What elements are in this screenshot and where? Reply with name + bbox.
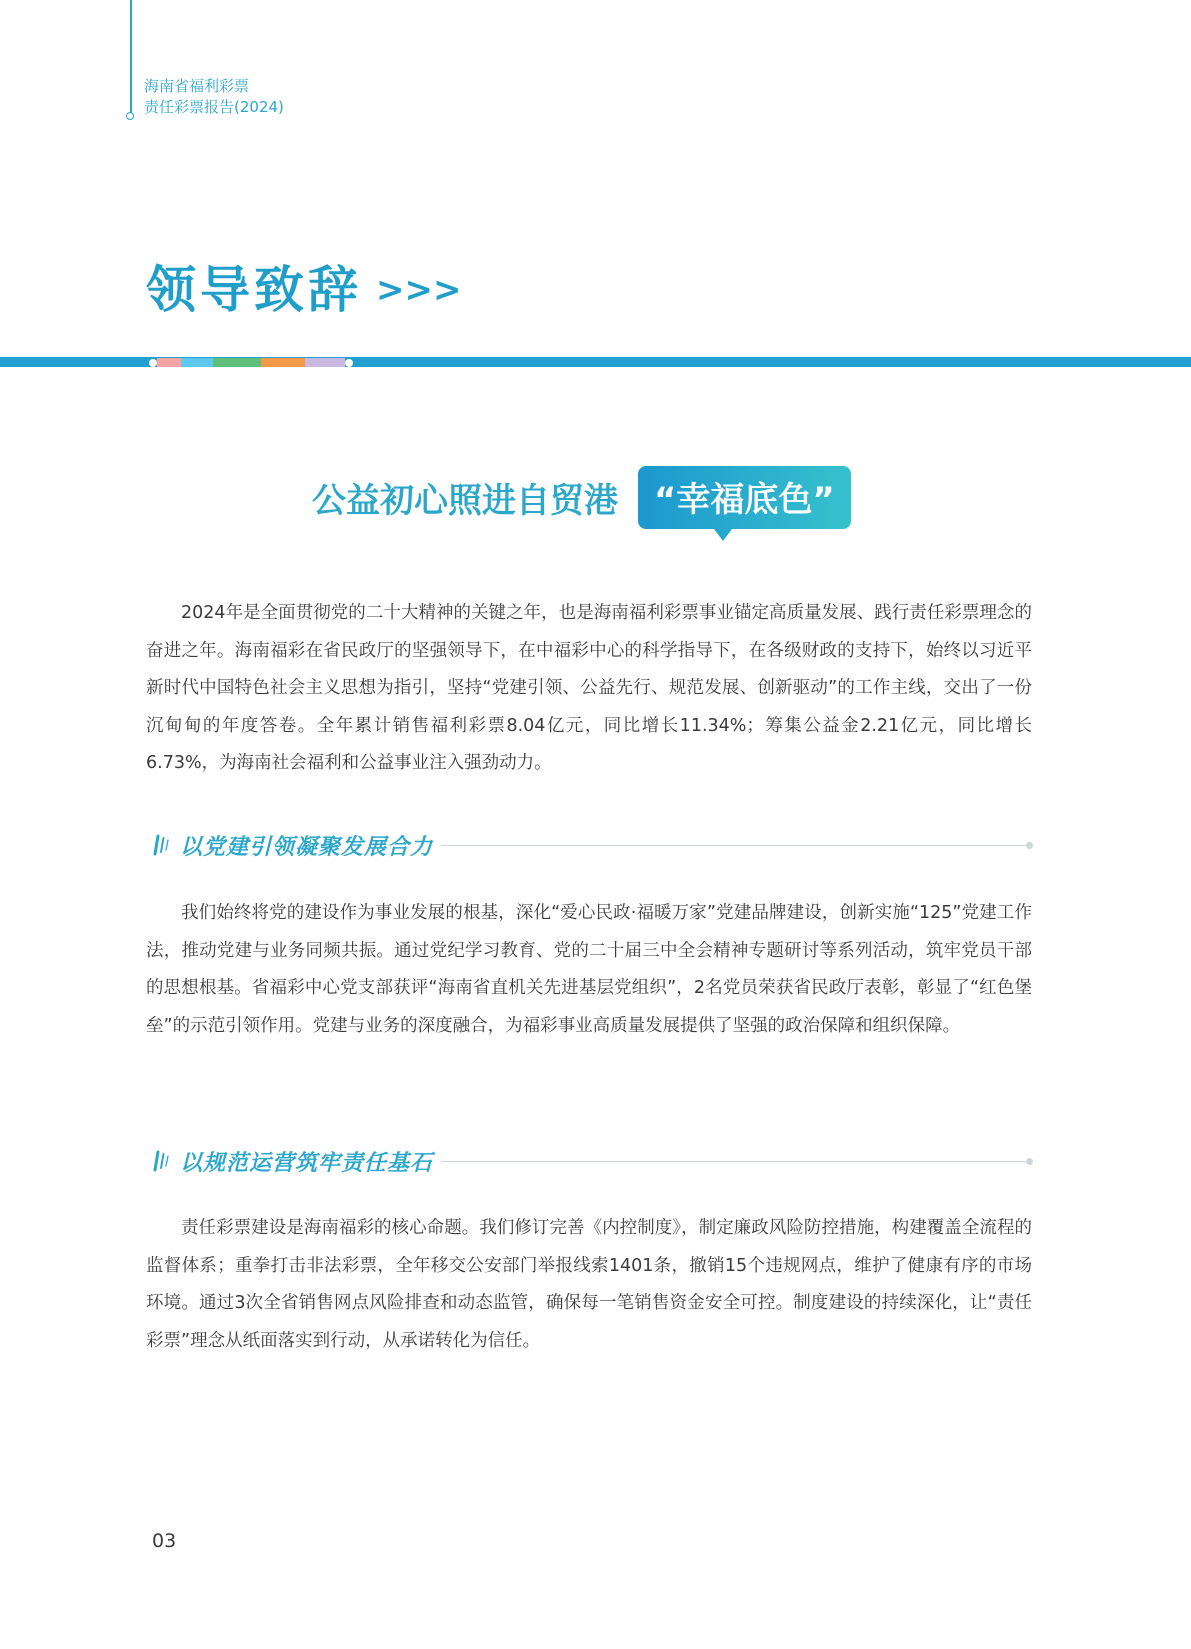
section-rule bbox=[441, 845, 1030, 846]
strip-dot-left bbox=[149, 359, 157, 367]
section-title-regulation: 以规范运营筑牢责任基石 bbox=[180, 1150, 434, 1176]
divider-color-strip bbox=[149, 358, 353, 367]
strip-segment-green bbox=[213, 358, 261, 367]
page-title-text: 领导致辞 bbox=[146, 261, 362, 319]
page-number: 03 bbox=[152, 1530, 177, 1552]
party-paragraph: 我们始终将党的建设作为事业发展的根基，深化“爱心民政·福暖万家”党建品牌建设，创新实施“125”党建工作法，推动党建与业务同频共振。通过党纪学习教育、党的二十届三中全会精神专题研讨等系列活动，筑牢党员干部的思想根基。省福彩中心党支部获评“海南省直机关先进基层党组织”，2名党员荣获省民政厅表彰，彰显了“红色堡垒”的示范引领作用。党建与业务的深度融合，为福彩事业高质量发展提供了坚强的政治保障和组织保障。 bbox=[146, 903, 1032, 1036]
strip-segment-pink bbox=[157, 358, 181, 367]
header-line-2: 责任彩票报告(2024) bbox=[144, 98, 284, 116]
subtitle-badge bbox=[638, 466, 851, 529]
section-bars-icon bbox=[152, 834, 176, 856]
title-arrows-icon: >>> bbox=[376, 270, 462, 310]
section-title-party: 以党建引领凝聚发展合力 bbox=[180, 834, 434, 860]
intro-paragraph: 2024年是全面贯彻党的二十大精神的关键之年，也是海南福利彩票事业锚定高质量发展、践行责任彩票理念的奋进之年。海南福彩在省民政厅的坚强领导下，在中福彩中心的科学指导下，在各级财政的支持下，始终以习近平新时代中国特色社会主义思想为指引，坚持“党建引领、公益先行、规范发展、创新驱动”的工作主线，交出了一份沉甸甸的年度答卷。全年累计销售福利彩票8.04亿元，同比增长11.34%；筹集公益金2.21亿元，同比增长6.73%，为海南社会福利和公益事业注入强劲动力。 bbox=[146, 603, 1032, 773]
rule-end-dot bbox=[1026, 1158, 1033, 1165]
header-line-dot bbox=[126, 112, 134, 120]
subtitle-main: 公益初心照进自贸港 bbox=[312, 481, 618, 521]
subtitle bbox=[312, 466, 851, 529]
page-title bbox=[146, 250, 461, 322]
regulation-paragraph: 责任彩票建设是海南福彩的核心命题。我们修订完善《内控制度》，制定廉政风险防控措施，构建覆盖全流程的监督体系；重拳打击非法彩票，全年移交公安部门举报线索1401条，撤销15个违规网点，维护了健康有序的市场环境。通过3次全省销售网点风险排查和动态监管，确保每一笔销售资金安全可控。制度建设的持续深化，让“责任彩票”理念从纸面落实到行动，从承诺转化为信任。 bbox=[146, 1218, 1032, 1351]
strip-segment-cyan bbox=[181, 358, 213, 367]
running-header bbox=[144, 76, 284, 118]
header-vertical-line bbox=[130, 0, 132, 114]
section-heading-regulation bbox=[152, 1146, 1030, 1176]
section-bars-icon bbox=[152, 1150, 176, 1172]
rule-end-dot bbox=[1026, 842, 1033, 849]
strip-dot-right bbox=[345, 359, 353, 367]
section-heading-party bbox=[152, 830, 1030, 860]
strip-segment-lavender bbox=[305, 358, 345, 367]
badge-pointer-icon bbox=[714, 529, 732, 541]
strip-segment-orange bbox=[261, 358, 305, 367]
subtitle-badge-text: “幸福底色” bbox=[654, 480, 835, 520]
header-line-1: 海南省福利彩票 bbox=[144, 77, 250, 95]
section-rule bbox=[441, 1161, 1030, 1162]
